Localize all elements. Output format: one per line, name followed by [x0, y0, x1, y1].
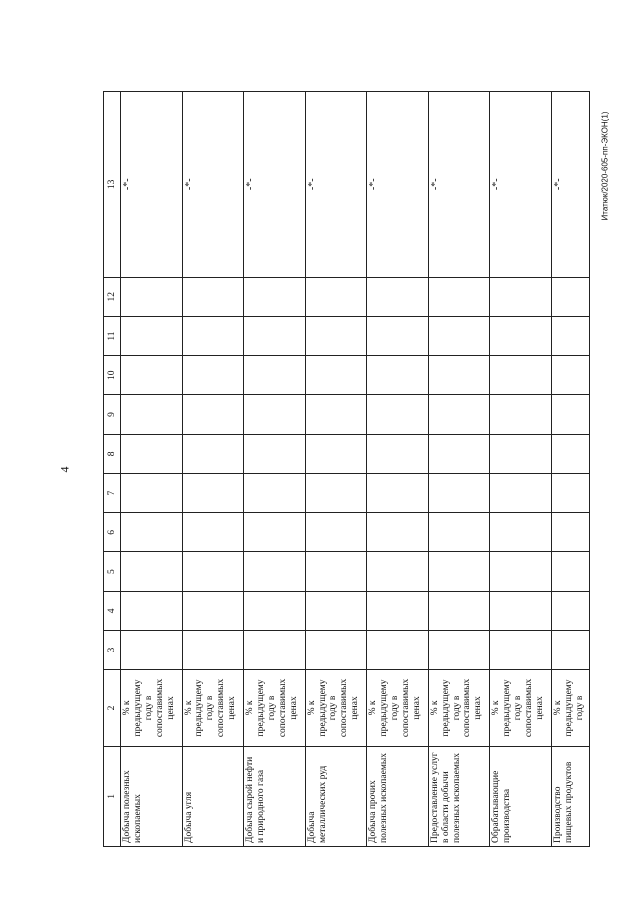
- statistics-table-container: [103, 91, 590, 847]
- unit-cell: % к предыдущему году в сопоставимых ценах: [367, 670, 429, 746]
- value-cell: [305, 631, 367, 670]
- col-num-12: 12: [104, 277, 121, 316]
- value-cell: [551, 434, 589, 473]
- mark-cell: -*-: [305, 92, 367, 278]
- col-num-7: 7: [104, 473, 121, 512]
- value-cell: [428, 513, 490, 552]
- value-cell: [428, 356, 490, 395]
- page-number: 4: [57, 466, 72, 473]
- col-num-1: 1: [104, 746, 121, 846]
- value-cell: [490, 395, 552, 434]
- col-num-10: 10: [104, 356, 121, 395]
- value-cell: [244, 631, 306, 670]
- value-cell: [428, 395, 490, 434]
- value-cell: [305, 513, 367, 552]
- mark-cell: -*-: [551, 92, 589, 278]
- rotated-table: [103, 91, 590, 847]
- value-cell: [244, 591, 306, 630]
- row-label: Предоставление услуг в области добычи полезных ископаемых: [428, 746, 490, 846]
- table-row: [428, 92, 490, 847]
- table-row: [182, 92, 244, 847]
- statistics-table: [103, 91, 590, 847]
- value-cell: [244, 395, 306, 434]
- value-cell: [551, 316, 589, 355]
- value-cell: [367, 631, 429, 670]
- value-cell: [244, 552, 306, 591]
- value-cell: [244, 473, 306, 512]
- value-cell: [367, 316, 429, 355]
- row-label: Добыча угля: [182, 746, 244, 846]
- value-cell: [490, 316, 552, 355]
- value-cell: [490, 473, 552, 512]
- unit-cell: % к предыдущему году в: [551, 670, 589, 746]
- value-cell: [121, 277, 183, 316]
- value-cell: [367, 356, 429, 395]
- value-cell: [182, 434, 244, 473]
- value-cell: [182, 513, 244, 552]
- value-cell: [121, 356, 183, 395]
- table-row: [244, 92, 306, 847]
- value-cell: [121, 513, 183, 552]
- mark-cell: -*-: [244, 92, 306, 278]
- value-cell: [428, 316, 490, 355]
- table-row: [551, 92, 589, 847]
- value-cell: [490, 277, 552, 316]
- row-label: Обрабатывающие производства: [490, 746, 552, 846]
- value-cell: [182, 591, 244, 630]
- unit-cell: % к предыдущему году в сопоставимых ценах: [490, 670, 552, 746]
- value-cell: [182, 316, 244, 355]
- value-cell: [490, 356, 552, 395]
- unit-cell: % к предыдущему году в сопоставимых ценах: [121, 670, 183, 746]
- row-label: Добыча прочих полезных ископаемых: [367, 746, 429, 846]
- table-row: [490, 92, 552, 847]
- mark-cell: -*-: [428, 92, 490, 278]
- column-number-row: [104, 92, 121, 847]
- value-cell: [244, 277, 306, 316]
- value-cell: [428, 277, 490, 316]
- value-cell: [367, 591, 429, 630]
- value-cell: [428, 631, 490, 670]
- value-cell: [367, 277, 429, 316]
- value-cell: [182, 552, 244, 591]
- value-cell: [367, 552, 429, 591]
- value-cell: [121, 552, 183, 591]
- col-num-2: 2: [104, 670, 121, 746]
- value-cell: [551, 473, 589, 512]
- value-cell: [244, 513, 306, 552]
- table-row: [305, 92, 367, 847]
- value-cell: [305, 395, 367, 434]
- value-cell: [428, 434, 490, 473]
- value-cell: [121, 316, 183, 355]
- value-cell: [182, 631, 244, 670]
- value-cell: [305, 473, 367, 512]
- value-cell: [121, 395, 183, 434]
- value-cell: [490, 513, 552, 552]
- col-num-5: 5: [104, 552, 121, 591]
- value-cell: [551, 631, 589, 670]
- value-cell: [490, 591, 552, 630]
- value-cell: [305, 552, 367, 591]
- value-cell: [551, 395, 589, 434]
- document-footer: [599, 86, 611, 246]
- mark-cell: -*-: [367, 92, 429, 278]
- value-cell: [182, 473, 244, 512]
- mark-cell: -*-: [490, 92, 552, 278]
- value-cell: [428, 552, 490, 591]
- value-cell: [551, 591, 589, 630]
- value-cell: [244, 316, 306, 355]
- col-num-3: 3: [104, 631, 121, 670]
- row-label: Добыча полезных ископаемых: [121, 746, 183, 846]
- unit-cell: % к предыдущему году в сопоставимых ценах: [244, 670, 306, 746]
- unit-cell: % к предыдущему году в сопоставимых ценах: [305, 670, 367, 746]
- value-cell: [182, 395, 244, 434]
- value-cell: [182, 277, 244, 316]
- unit-cell: % к предыдущему году в сопоставимых ценах: [182, 670, 244, 746]
- table-row: [121, 92, 183, 847]
- value-cell: [367, 434, 429, 473]
- col-num-13: 13: [104, 92, 121, 278]
- row-label: Добыча металлических руд: [305, 746, 367, 846]
- value-cell: [182, 356, 244, 395]
- value-cell: [121, 473, 183, 512]
- value-cell: [367, 473, 429, 512]
- value-cell: [121, 434, 183, 473]
- value-cell: [305, 356, 367, 395]
- value-cell: [551, 277, 589, 316]
- value-cell: [121, 631, 183, 670]
- value-cell: [551, 513, 589, 552]
- value-cell: [551, 356, 589, 395]
- value-cell: [305, 591, 367, 630]
- value-cell: [428, 591, 490, 630]
- col-num-11: 11: [104, 316, 121, 355]
- value-cell: [244, 356, 306, 395]
- unit-cell: % к предыдущему году в сопоставимых ценах: [428, 670, 490, 746]
- value-cell: [551, 552, 589, 591]
- value-cell: [121, 591, 183, 630]
- value-cell: [490, 631, 552, 670]
- value-cell: [305, 277, 367, 316]
- value-cell: [244, 434, 306, 473]
- value-cell: [490, 552, 552, 591]
- col-num-6: 6: [104, 513, 121, 552]
- table-row: [367, 92, 429, 847]
- value-cell: [428, 473, 490, 512]
- value-cell: [490, 434, 552, 473]
- value-cell: [367, 513, 429, 552]
- value-cell: [305, 434, 367, 473]
- col-num-4: 4: [104, 591, 121, 630]
- row-label: Добыча сырой нефти и природного газа: [244, 746, 306, 846]
- row-label: Производство пищевых продуктов: [551, 746, 589, 846]
- mark-cell: -*-: [182, 92, 244, 278]
- value-cell: [305, 316, 367, 355]
- col-num-8: 8: [104, 434, 121, 473]
- mark-cell: -*-: [121, 92, 183, 278]
- col-num-9: 9: [104, 395, 121, 434]
- value-cell: [367, 395, 429, 434]
- footer-code: Итатюк/2020-605-пп-ЭКОН(1): [600, 111, 610, 221]
